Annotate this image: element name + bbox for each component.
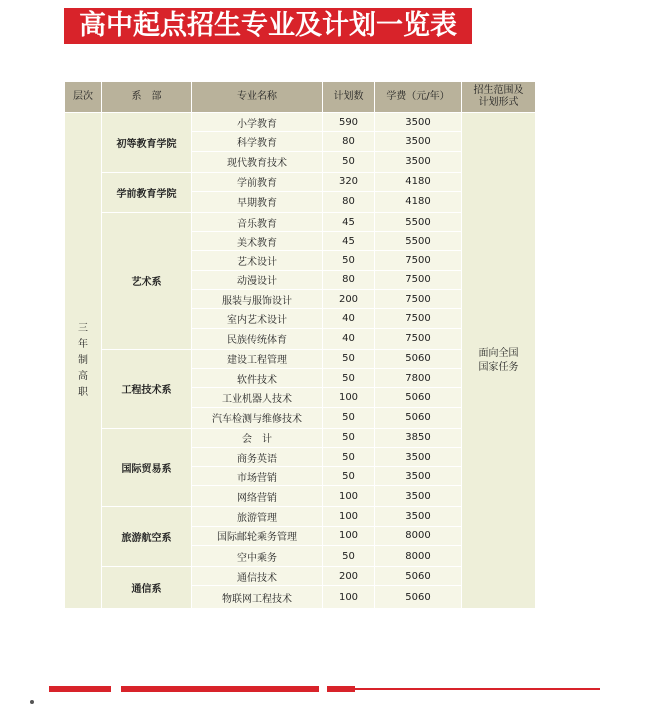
tuition-cell: 3500 (375, 447, 462, 466)
table-header-row (65, 82, 536, 113)
header-fee: 学费（元/年） (375, 82, 462, 113)
plan-count-cell: 40 (323, 309, 375, 328)
major-cell: 早期教育 (192, 191, 323, 212)
major-cell: 商务英语 (192, 447, 323, 466)
tuition-cell: 7500 (375, 251, 462, 270)
admission-plan-table (64, 81, 536, 609)
tuition-cell: 7500 (375, 328, 462, 349)
plan-count-cell: 50 (323, 546, 375, 567)
plan-count-cell: 50 (323, 349, 375, 368)
major-cell: 软件技术 (192, 368, 323, 387)
header-scope-line1: 招生范围及 (473, 85, 524, 96)
tuition-cell: 5060 (375, 349, 462, 368)
plan-count-cell: 40 (323, 328, 375, 349)
major-cell: 民族传统体育 (192, 328, 323, 349)
plan-count-cell: 320 (323, 172, 375, 191)
major-cell: 动漫设计 (192, 270, 323, 289)
plan-count-cell: 45 (323, 212, 375, 231)
tuition-cell: 5060 (375, 407, 462, 428)
tuition-cell: 7500 (375, 290, 462, 309)
plan-count-cell: 50 (323, 368, 375, 387)
plan-count-cell: 100 (323, 486, 375, 507)
major-cell: 艺术设计 (192, 251, 323, 270)
plan-count-cell: 100 (323, 526, 375, 545)
major-cell: 现代教育技术 (192, 151, 323, 172)
major-cell: 空中乘务 (192, 546, 323, 567)
major-cell: 学前教育 (192, 172, 323, 191)
level-cell (65, 113, 102, 609)
plan-count-cell: 100 (323, 388, 375, 407)
footer-bar-small (327, 686, 355, 692)
major-cell: 科学教育 (192, 132, 323, 151)
header-scope-line2: 计划形式 (478, 97, 519, 108)
plan-count-cell: 50 (323, 447, 375, 466)
major-cell: 音乐教育 (192, 212, 323, 231)
tuition-cell: 3500 (375, 113, 462, 132)
corner-dot (30, 700, 34, 704)
plan-count-cell: 80 (323, 270, 375, 289)
tuition-cell: 5060 (375, 586, 462, 609)
major-cell: 服装与服饰设计 (192, 290, 323, 309)
major-cell: 市场营销 (192, 467, 323, 486)
scope-line2: 国家任务 (478, 361, 519, 373)
tuition-cell: 3500 (375, 467, 462, 486)
tuition-cell: 5500 (375, 212, 462, 231)
page-title: 高中起点招生专业及计划一览表 (64, 8, 472, 44)
plan-count-cell: 100 (323, 586, 375, 609)
plan-count-cell: 100 (323, 507, 375, 526)
major-cell: 通信技术 (192, 567, 323, 586)
major-cell: 网络营销 (192, 486, 323, 507)
tuition-cell: 3500 (375, 151, 462, 172)
tuition-cell: 5060 (375, 567, 462, 586)
major-cell: 美术教育 (192, 232, 323, 251)
header-scope (462, 82, 536, 113)
tuition-cell: 4180 (375, 191, 462, 212)
tuition-cell: 3500 (375, 507, 462, 526)
major-cell: 室内艺术设计 (192, 309, 323, 328)
footer-bar-left (49, 686, 111, 692)
table-body (65, 113, 536, 609)
plan-count-cell: 45 (323, 232, 375, 251)
header-dept: 系 部 (102, 82, 192, 113)
header-major: 专业名称 (192, 82, 323, 113)
major-cell: 汽车检测与维修技术 (192, 407, 323, 428)
header-plan: 计划数 (323, 82, 375, 113)
scope-line1: 面向全国 (478, 347, 519, 359)
plan-count-cell: 590 (323, 113, 375, 132)
tuition-cell: 3850 (375, 428, 462, 447)
plan-count-cell: 50 (323, 467, 375, 486)
tuition-cell: 3500 (375, 486, 462, 507)
plan-count-cell: 80 (323, 132, 375, 151)
tuition-cell: 5500 (375, 232, 462, 251)
plan-count-cell: 50 (323, 251, 375, 270)
footer-line-right (355, 688, 600, 690)
major-cell: 建设工程管理 (192, 349, 323, 368)
header-level: 层次 (65, 82, 102, 113)
department-cell: 旅游航空系 (102, 507, 192, 567)
major-cell: 国际邮轮乘务管理 (192, 526, 323, 545)
tuition-cell: 3500 (375, 132, 462, 151)
scope-cell (462, 113, 536, 609)
tuition-cell: 4180 (375, 172, 462, 191)
department-cell: 艺术系 (102, 212, 192, 349)
department-cell: 通信系 (102, 567, 192, 609)
tuition-cell: 7800 (375, 368, 462, 387)
tuition-cell: 7500 (375, 309, 462, 328)
tuition-cell: 8000 (375, 546, 462, 567)
major-cell: 小学教育 (192, 113, 323, 132)
major-cell: 物联网工程技术 (192, 586, 323, 609)
plan-count-cell: 80 (323, 191, 375, 212)
department-cell: 国际贸易系 (102, 428, 192, 507)
tuition-cell: 7500 (375, 270, 462, 289)
major-cell: 工业机器人技术 (192, 388, 323, 407)
tuition-cell: 5060 (375, 388, 462, 407)
plan-count-cell: 200 (323, 290, 375, 309)
plan-count-cell: 50 (323, 151, 375, 172)
department-cell: 初等教育学院 (102, 113, 192, 173)
level-label: 三年制高职 (78, 322, 88, 398)
department-cell: 工程技术系 (102, 349, 192, 428)
major-cell: 旅游管理 (192, 507, 323, 526)
department-cell: 学前教育学院 (102, 172, 192, 212)
table-row (65, 113, 536, 132)
major-cell: 会 计 (192, 428, 323, 447)
tuition-cell: 8000 (375, 526, 462, 545)
plan-count-cell: 200 (323, 567, 375, 586)
plan-count-cell: 50 (323, 428, 375, 447)
plan-count-cell: 50 (323, 407, 375, 428)
footer-bar-mid (121, 686, 319, 692)
